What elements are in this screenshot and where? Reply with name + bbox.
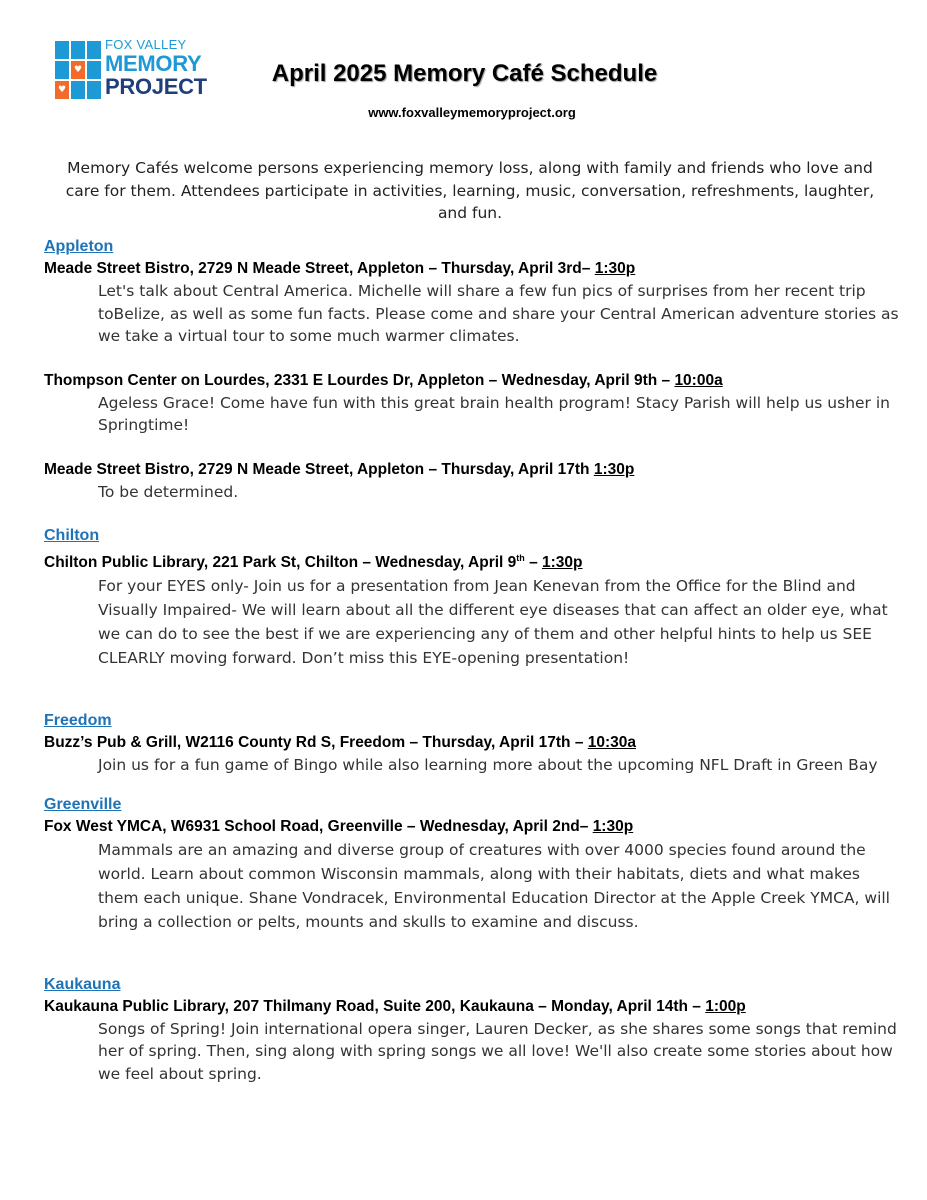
event-heading: Thompson Center on Lourdes, 2331 E Lourdes Dr, Appleton – Wednesday, April 9th – 10:00a — [44, 371, 723, 389]
schedule-content — [44, 236, 904, 1085]
event-description: Let's talk about Central America. Michelle will share a few fun pics of surprises from her recent trip toBelize, as well as some fun facts. Please come and share your Central American adventure stories as we take a virtual tour to some much warmer climates. — [98, 282, 899, 345]
logo-line-project: PROJECT — [105, 74, 207, 99]
city-heading-chilton[interactable]: Chilton — [44, 527, 100, 544]
event-time: 1:30p — [542, 554, 583, 572]
event-time: 1:30p — [592, 817, 634, 835]
event-description: Ageless Grace! Come have fun with this great brain health program! Stacy Parish will help us usher in Springtime! — [98, 393, 890, 434]
event-description: For your EYES only- Join us for a presentation from Jean Kenevan from the Office for the Blind and Visually Impaired- We will learn about all the different eye diseases that can affect an older eye, what we can do to see the best if we are experiencing any of them and other helpful hints to help us SEE CLEARLY moving forward. Don’t miss this EYE-opening presentation! — [98, 577, 888, 668]
heart-icon: ♥ — [57, 85, 67, 95]
event-heading: Buzz’s Pub & Grill, W2116 County Rd S, Freedom – Thursday, April 17th – 10:30a — [44, 734, 637, 752]
intro-paragraph: Memory Cafés welcome persons experiencing memory loss, along with family and friends who love and care for them. Attendees participate in activities, learning, music, conversation, refreshments, laughter, and fun. — [65, 159, 875, 222]
event-heading: Meade Street Bistro, 2729 N Meade Street, Appleton – Thursday, April 3rd– 1:30p — [44, 260, 636, 277]
event-time: 1:30p — [593, 460, 635, 478]
city-heading-greenville[interactable]: Greenville — [44, 795, 122, 813]
event-time: 10:30a — [587, 734, 637, 752]
page-title: April 2025 Memory Café Schedule — [271, 60, 658, 87]
website-link[interactable]: www.foxvalleymemoryproject.org — [368, 105, 576, 120]
city-heading-kaukauna[interactable]: Kaukauna — [44, 975, 121, 993]
city-heading-freedom[interactable]: Freedom — [44, 712, 112, 730]
event-time: 1:30p — [594, 260, 636, 277]
event-heading: Kaukauna Public Library, 207 Thilmany Road, Suite 200, Kaukauna – Monday, April 14th – 1:00p — [44, 997, 746, 1015]
event-heading: Chilton Public Library, 221 Park St, Chilton – Wednesday, April 9th – 1:30p — [44, 553, 583, 572]
event-heading: Fox West YMCA, W6931 School Road, Greenville – Wednesday, April 2nd– 1:30p — [44, 817, 634, 835]
heart-icon: ♥ — [73, 65, 83, 75]
event-time: 10:00a — [674, 371, 723, 389]
logo-line-fox-valley: FOX VALLEY — [105, 37, 187, 52]
event-description: Songs of Spring! Join international opera singer, Lauren Decker, as she shares some songs that remind her of spring. Then, sing along with spring songs we all love! We'll also create some stories about how we feel about spring. — [98, 1019, 897, 1083]
logo-line-memory: MEMORY — [105, 51, 202, 76]
event-time: 1:00p — [705, 997, 746, 1015]
event-description: To be determined. — [98, 482, 239, 501]
event-description: Join us for a fun game of Bingo while also learning more about the upcoming NFL Draft in Green Bay — [98, 756, 878, 775]
event-description: Mammals are an amazing and diverse group of creatures with over 4000 species found around the world. Learn about common Wisconsin mammals, along with their habitats, diets and what makes them each unique. Shane Vondracek, Environmental Education Director at the Apple Creek YMCA, will bring a collection or pelts, mounts and skulls to examine and discuss. — [98, 840, 890, 931]
event-heading: Meade Street Bistro, 2729 N Meade Street, Appleton – Thursday, April 17th 1:30p — [44, 460, 635, 478]
city-heading-appleton[interactable]: Appleton — [44, 238, 114, 255]
